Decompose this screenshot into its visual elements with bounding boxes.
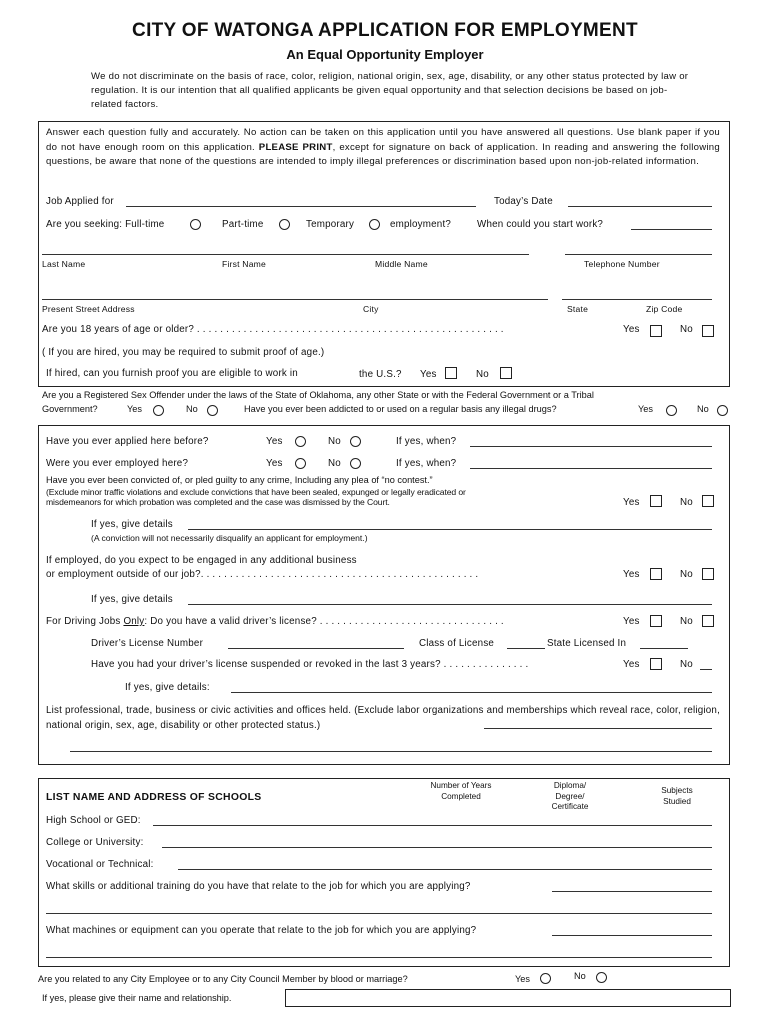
yes-label: Yes	[266, 458, 283, 469]
applied-question: Have you ever applied here before?	[46, 436, 209, 447]
employment-label: employment?	[390, 219, 452, 230]
instructions: Answer each question fully and accurately. No action can be taken on this application until you have answered all questions. Use blank paper if you do not have enough room on this application. PLEASE PRINT, except for signature on back of application. In reading and answering the following questions, be aware that none of the questions are intended to imply illegal preferences or discrimination based upon non-job-related information.	[46, 127, 720, 168]
applied-when-label: If yes, when?	[396, 436, 457, 447]
yes-label: Yes	[638, 404, 653, 414]
employed-yes-radio[interactable]	[295, 458, 306, 469]
convicted-question: Have you ever been convicted of, or pled guilty to any crime, Including any plea of “no contest.”	[46, 475, 433, 485]
offender-no-radio[interactable]	[207, 405, 218, 416]
conviction-details-field[interactable]	[188, 529, 712, 530]
business-no-checkbox[interactable]	[702, 568, 714, 580]
applied-yes-radio[interactable]	[295, 436, 306, 447]
business-question-2: or employment outside of our job?. . . . . . . . . . . . . . . . . . . . . . . . . . . . . . . . . . . . . . . . . . . . . . . .	[46, 569, 479, 580]
age-note: ( If you are hired, you may be required to submit proof of age.)	[42, 347, 325, 358]
drugs-yes-radio[interactable]	[666, 405, 677, 416]
city-label: City	[363, 304, 379, 314]
seeking-label: Are you seeking: Full-time	[46, 219, 165, 230]
convicted-note-2: misdemeanors for which probation was completed and the case was dismissed by the Court.	[46, 497, 390, 507]
yes-label: Yes	[623, 324, 640, 335]
subjects-column-header: Subjects Studied	[661, 786, 693, 806]
state-label: State	[567, 304, 589, 314]
suspended-question: Have you had your driver’s license suspended or revoked in the last 3 years? . . . . . . . . . . . . . . .	[91, 659, 529, 670]
education-heading: LIST NAME AND ADDRESS OF SCHOOLS	[46, 792, 262, 803]
state-licensed-label: State Licensed In	[547, 638, 627, 649]
telephone-field[interactable]	[565, 254, 712, 255]
age-question: Are you 18 years of age or older? . . . . . . . . . . . . . . . . . . . . . . . . . . . . . . . . . . . . . . . . . . . . . . . . . . . . .	[42, 324, 504, 335]
activities-field[interactable]	[484, 728, 712, 729]
conviction-note: (A conviction will not necessarily disqualify an applicant for employment.)	[91, 533, 368, 543]
job-applied-label: Job Applied for	[46, 196, 114, 207]
proof-question: If hired, can you furnish proof you are eligible to work in	[46, 368, 298, 379]
last-name-label: Last Name	[42, 259, 86, 269]
skills-field[interactable]	[552, 891, 712, 892]
business-details-label: If yes, give details	[91, 594, 173, 605]
yes-label: Yes	[623, 497, 640, 508]
activities-field-2[interactable]	[70, 751, 712, 752]
conviction-details-label: If yes, give details	[91, 519, 173, 530]
no-label: No	[680, 616, 693, 627]
name-field[interactable]	[42, 254, 529, 255]
license-class-label: Class of License	[419, 638, 495, 649]
part-time-radio[interactable]	[279, 219, 290, 230]
applied-no-radio[interactable]	[350, 436, 361, 447]
start-work-label: When could you start work?	[477, 219, 604, 230]
activities-question: List professional, trade, business or civic activities and offices held. (Exclude labor organizations and memberships which reveal race, color, religion, national origin, sex, age, disability or other protected status.)	[46, 705, 720, 731]
offender-question: Are you a Registered Sex Offender under the laws of the State of Oklahoma, any other State or with the Federal Government or a Tribal	[42, 390, 594, 400]
high-school-field[interactable]	[153, 825, 712, 826]
proof-yes-checkbox[interactable]	[445, 367, 457, 379]
license-number-label: Driver’s License Number	[91, 638, 204, 649]
employed-question: Were you ever employed here?	[46, 458, 189, 469]
no-label: No	[476, 369, 489, 380]
skills-question: What skills or additional training do you have that relate to the job for which you are applying?	[46, 881, 471, 892]
business-yes-checkbox[interactable]	[650, 568, 662, 580]
proof-question-end: the U.S.?	[359, 369, 402, 380]
convicted-yes-checkbox[interactable]	[650, 495, 662, 507]
related-question: Are you related to any City Employee or to any City Council Member by blood or marriage?	[38, 974, 408, 984]
license-no-checkbox[interactable]	[702, 615, 714, 627]
applied-when-field[interactable]	[470, 446, 712, 447]
part-time-label: Part-time	[222, 219, 264, 230]
suspended-yes-checkbox[interactable]	[650, 658, 662, 670]
no-label: No	[697, 404, 709, 414]
drugs-question: Have you ever been addicted to or used on a regular basis any illegal drugs?	[244, 404, 557, 414]
license-class-field[interactable]	[507, 648, 545, 649]
no-label: No	[680, 497, 693, 508]
yes-label: Yes	[623, 659, 640, 670]
machines-field-2[interactable]	[46, 957, 712, 958]
no-label: No	[680, 659, 693, 670]
drugs-no-radio[interactable]	[717, 405, 728, 416]
business-question: If employed, do you expect to be engaged in any additional business	[46, 555, 357, 566]
employed-when-label: If yes, when?	[396, 458, 457, 469]
vocational-field[interactable]	[178, 869, 712, 870]
no-label: No	[186, 404, 198, 414]
yes-label: Yes	[266, 436, 283, 447]
convicted-no-checkbox[interactable]	[702, 495, 714, 507]
eeo-statement: We do not discriminate on the basis of race, color, religion, national origin, sex, age, disability, or any other status protected by law or regulation. It is our intention that all qualified applicants be given equal opportunity and that selection decisions be based on job-related factors.	[91, 71, 689, 110]
employed-no-radio[interactable]	[350, 458, 361, 469]
temporary-radio[interactable]	[369, 219, 380, 230]
age-no-checkbox[interactable]	[702, 325, 714, 337]
driving-question: For Driving Jobs Only: Do you have a valid driver’s license? . . . . . . . . . . . . . . . . . . . . . . . . . . . . . . . .	[46, 616, 504, 627]
first-name-label: First Name	[222, 259, 267, 269]
vocational-label: Vocational or Technical:	[46, 859, 154, 870]
suspended-no-field[interactable]	[700, 669, 712, 670]
license-number-field[interactable]	[228, 648, 404, 649]
todays-date-label: Today’s Date	[494, 196, 553, 207]
page-title: CITY OF WATONGA APPLICATION FOR EMPLOYMENT	[132, 20, 638, 41]
proof-no-checkbox[interactable]	[500, 367, 512, 379]
yes-label: Yes	[515, 974, 530, 984]
college-field[interactable]	[162, 847, 712, 848]
no-label: No	[328, 436, 341, 447]
no-label: No	[680, 569, 693, 580]
offender-yes-radio[interactable]	[153, 405, 164, 416]
education-section	[38, 778, 730, 967]
offender-question-end: Government?	[42, 404, 98, 414]
middle-name-label: Middle Name	[375, 259, 428, 269]
yes-label: Yes	[623, 616, 640, 627]
state-zip-field[interactable]	[562, 299, 712, 300]
years-column-header: Number of Years Completed	[430, 781, 492, 801]
yes-label: Yes	[420, 369, 437, 380]
no-label: No	[574, 971, 586, 981]
related-no-radio[interactable]	[596, 972, 607, 983]
temporary-label: Temporary	[306, 219, 355, 230]
telephone-label: Telephone Number	[584, 259, 660, 269]
relationship-field[interactable]	[285, 989, 731, 1007]
skills-field-2[interactable]	[46, 913, 712, 914]
license-yes-checkbox[interactable]	[650, 615, 662, 627]
related-yes-radio[interactable]	[540, 973, 551, 984]
employed-when-field[interactable]	[470, 468, 712, 469]
start-work-field[interactable]	[631, 229, 712, 230]
job-applied-field[interactable]	[126, 206, 476, 207]
todays-date-field[interactable]	[568, 206, 712, 207]
address-field[interactable]	[42, 299, 548, 300]
yes-label: Yes	[127, 404, 142, 414]
suspended-details-field[interactable]	[231, 692, 712, 693]
suspended-details-label: If yes, give details:	[125, 682, 210, 693]
state-licensed-field[interactable]	[640, 648, 688, 649]
college-label: College or University:	[46, 837, 144, 848]
relationship-label: If yes, please give their name and relationship.	[42, 993, 232, 1003]
yes-label: Yes	[623, 569, 640, 580]
business-details-field[interactable]	[188, 604, 712, 605]
page-subtitle: An Equal Opportunity Employer	[286, 47, 484, 62]
street-label: Present Street Address	[42, 304, 135, 314]
diploma-column-header: Diploma/ Degree/ Certificate	[551, 781, 589, 811]
machines-field[interactable]	[552, 935, 712, 936]
zip-label: Zip Code	[646, 304, 683, 314]
high-school-label: High School or GED:	[46, 815, 141, 826]
age-yes-checkbox[interactable]	[650, 325, 662, 337]
no-label: No	[328, 458, 341, 469]
no-label: No	[680, 324, 693, 335]
full-time-radio[interactable]	[190, 219, 201, 230]
machines-question: What machines or equipment can you operate that relate to the job for which you are applying?	[46, 925, 477, 936]
convicted-note: (Exclude minor traffic violations and exclude convictions that have been sealed, expunged or legally eradicated or	[46, 487, 466, 497]
